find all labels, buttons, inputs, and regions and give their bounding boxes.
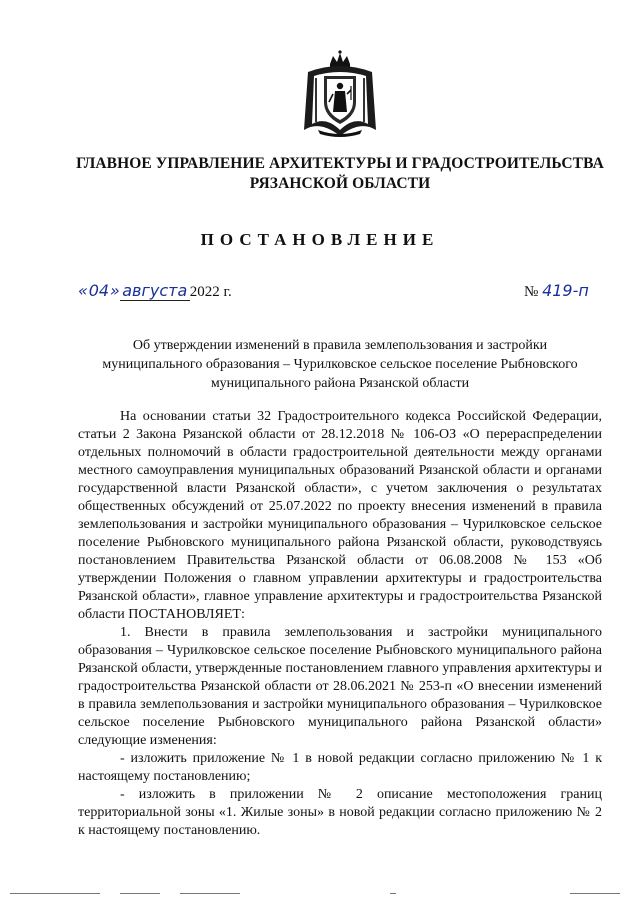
date-close-quote: »: [109, 281, 120, 300]
number-prefix: №: [524, 284, 539, 300]
item-1-change-1: - изложить приложение № 1 в новой редакции согласно приложению № 1 к настоящему постановлению;: [78, 751, 602, 784]
number-value: 419-п: [542, 281, 589, 300]
date-year: 2022 г.: [189, 284, 232, 300]
issuing-authority-line1: ГЛАВНОЕ УПРАВЛЕНИЕ АРХИТЕКТУРЫ И ГРАДОСТРОИТЕЛЬСТВА: [76, 155, 604, 172]
item-1-change-2: - изложить в приложении № 2 описание местоположения границ территориальной зоны «1. Жилые зоны» в новой редакции согласно приложению № 2 к настоящему постановлению.: [78, 787, 602, 838]
preamble-paragraph: На основании статьи 32 Градостроительного кодекса Российской Федерации, статьи 2 Закона Рязанской области от 28.12.2018 № 106-ОЗ «О перераспределении отдельных полномочий в области градостроительной деятельности между органами местного самоуправления муниципальных образований Рязанской области и органами государственной власти Рязанской области», с учетом заключения о результатах общественных обсуждений от 25.07.2022 по проекту внесения изменений в правила землепользования и застройки муниципального образования – Чурилковское сельское поселение Рыбновского муниципального района Рязанской области, руководствуясь постановлением Правительства Рязанской области от 06.08.2008 № 153 «Об утверждении Положения о главном управлении архитектуры и градостроительства Рязанской области», главное управление архитектуры и градостроительства Рязанской области ПОСТАНОВЛЯЕТ:: [78, 409, 602, 622]
coat-of-arms-icon: [300, 50, 380, 140]
date-day: 04: [88, 281, 110, 300]
scan-edge-marks: [10, 893, 630, 895]
subject-line3: муниципального района Рязанской области: [210, 376, 470, 391]
subject-line1: Об утверждении изменений в правила землепользования и застройки: [132, 338, 548, 353]
item-1-paragraph: 1. Внести в правила землепользования и застройки муниципального образования – Чурилковское сельское поселение Рыбновского муниципального района Рязанской области, утвержденные постановлением главного управления архитектуры и градостроительства Рязанской области от 28.06.2021 № 253-п «О внесении изменений в правила землепользования и застройки муниципального образования – Чурилковское сельское поселение Рыбновского муниципального района Рязанской области» следующие изменения:: [78, 625, 602, 748]
date-open-quote: «: [78, 281, 88, 300]
date-month: августа: [120, 281, 190, 301]
document-date: [78, 281, 232, 301]
document-type-title: ПОСТАНОВЛЕНИЕ: [200, 230, 440, 249]
issuing-authority-line2: РЯЗАНСКОЙ ОБЛАСТИ: [249, 175, 431, 192]
document-number: [524, 281, 602, 301]
document-body: [78, 408, 602, 840]
subject-line2: муниципального образования – Чурилковское сельское поселение Рыбновского: [102, 357, 578, 372]
